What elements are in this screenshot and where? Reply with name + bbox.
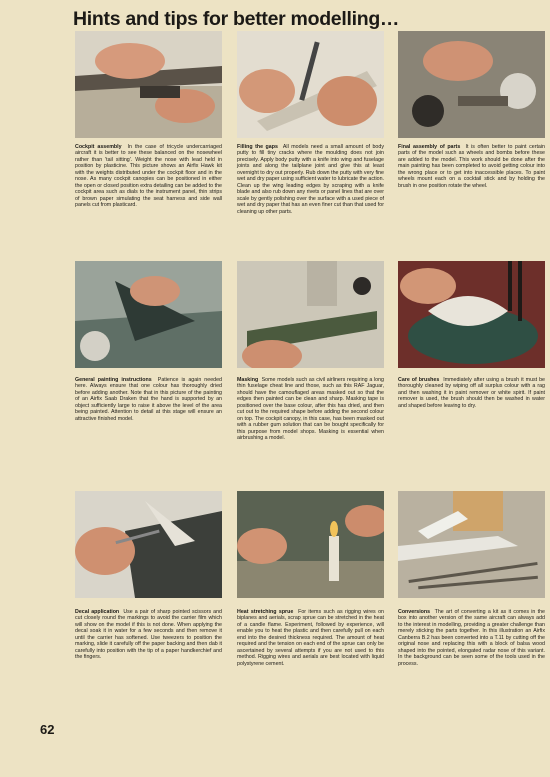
section-heading: Care of brushes — [398, 377, 440, 383]
section-heading: Heat stretching sprue — [237, 609, 294, 615]
photo-heat-stretching-sprue — [237, 491, 384, 598]
section-heading: General painting instructions — [75, 377, 152, 383]
caption-conversions — [398, 609, 545, 667]
section-body: Some models such as civil airliners requiring a long thin fuselage cheat line and those, such as this RAF Jaguar, should have the camouflaged areas masked out so that the edges then painted can be clean and sharp. Masking tape is positioned over the base colour, after this has dried, and then cut out to the required shape before adding the second colour on top. The cockpit canopy, in this case, has been masked out with a rubber gum solution that can be bought specifically for this purpose from model shops. Masking is essential when airbrushing a model. — [237, 377, 384, 442]
page-title: Hints and tips for better modelling… — [73, 8, 400, 30]
section-heading: Filling the gaps — [237, 144, 278, 150]
caption-decal-application — [75, 609, 222, 661]
section-heading: Decal application — [75, 609, 120, 615]
section-body: In the case of tricycle undercarriaged aircraft it is better to see these balanced on the nosewheel rather than 'tail sitting'. Weight the nose with lead held in position by plasticine. This picture shows an Airfix Hawk kit with the weights distributed under the cockpit floor and in the nose. As many cockpit canopies can be positioned in either the open or closed position extra detailing can be added to the cockpit area such as dials to the instrument panel, thin strips of brown paper simulating the seat harness and side wall panels cut from plasticard. — [75, 144, 222, 209]
photo-conversions — [398, 491, 545, 598]
photo-decal-application — [75, 491, 222, 598]
caption-heat-stretching-sprue — [237, 609, 384, 667]
section-heading: Cockpit assembly — [75, 144, 122, 150]
photo-cockpit-assembly — [75, 31, 222, 138]
photo-final-assembly — [398, 31, 545, 138]
photo-masking — [237, 261, 384, 368]
section-body: Immediately after using a brush it must be thoroughly cleaned by wiping off all surplus colour with a rag and then washing it in paint remover or white spirit. If paint remover is used, the brush should then be washed in water and shaped before leaving to dry. — [398, 377, 545, 409]
section-body: Use a pair of sharp pointed scissors and cut closely round the markings to avoid the carrier film which will show on the model if this is not done. When applying the decal soak it in water for a few seconds and then remove it until the carrier has softened. Use tweezers to position the marking, slide it carefully off the paper backing and then dab it carefully into position with the tip of a paper handkerchief and the fingers. — [75, 609, 222, 661]
section-heading: Conversions — [398, 609, 431, 615]
caption-care-of-brushes — [398, 377, 545, 409]
caption-cockpit-assembly — [75, 144, 222, 209]
section-body: It is often better to paint certain parts of the model such as wheels and bombs before these are added to the model. This work should be done after the main painting has been completed to avoid getting colour into the wrong place or to get into inaccessible places. To paint wheels mount each on a cocktail stick and by holding the brush in one position rotate the wheel. — [398, 144, 545, 189]
caption-final-assembly — [398, 144, 545, 189]
section-body: For items such as rigging wires on biplanes and aerials, scrap sprue can be stretched in the heat of a candle flame. Experiment, followed by experience, will enable you to heat the plastic and then carefully pull on each end into the desired thickness required. The amount of heat required and the tension on each end of the sprue can only be ascertained by several attempts if you are not used to this method. Rigging wires and aerials are best located with liquid polystyrene cement. — [237, 609, 384, 667]
caption-masking — [237, 377, 384, 442]
caption-filling-the-gaps — [237, 144, 384, 215]
section-body: All models need a small amount of body putty to fill tiny cracks where the moulding does not join precisely. Apply body putty with a knife into wing and fuselage joints and along the tailplane joint and give this at least overnight to dry out properly. Rub down the putty with very fine wet and dry paper using sufficient water to lubricate the action. Clean up the wing leading edges by scraping with a knife blade and also rub down any rivets or panel lines that are over scale by gently polishing over the surface with a used piece of wet and dry paper that has an even finer cut than that used for cleaning up other parts. — [237, 144, 384, 215]
section-heading: Final assembly of parts — [398, 144, 461, 150]
photo-care-of-brushes — [398, 261, 545, 368]
caption-general-painting — [75, 377, 222, 422]
section-body: Patience is again needed here. Always ensure that one colour has thoroughly dried before adding another. Note that in this picture of the painting of an Airfix Saab Draken that the hand is supported by an object sufficiently large to raise it above the level of the area being painted. Attention to detail at this stage will ensure an attractive finished model. — [75, 377, 222, 422]
photo-general-painting — [75, 261, 222, 368]
photo-filling-the-gaps — [237, 31, 384, 138]
section-heading: Masking — [237, 377, 259, 383]
section-body: The art of converting a kit as it comes in the box into another version of the same aircraft can always add to the interest in modelling, providing a greater challenge than merely sticking the parts together. In this illustration an Airfix Canberra B.2 has been converted into a T.11 by cutting off the original nose and replacing this with a block of balsa wood shaped into the pointed, elongated radar nose of this variant. In the background can be seen some of the tools used in the process. — [398, 609, 545, 667]
page-number: 62 — [40, 722, 55, 737]
